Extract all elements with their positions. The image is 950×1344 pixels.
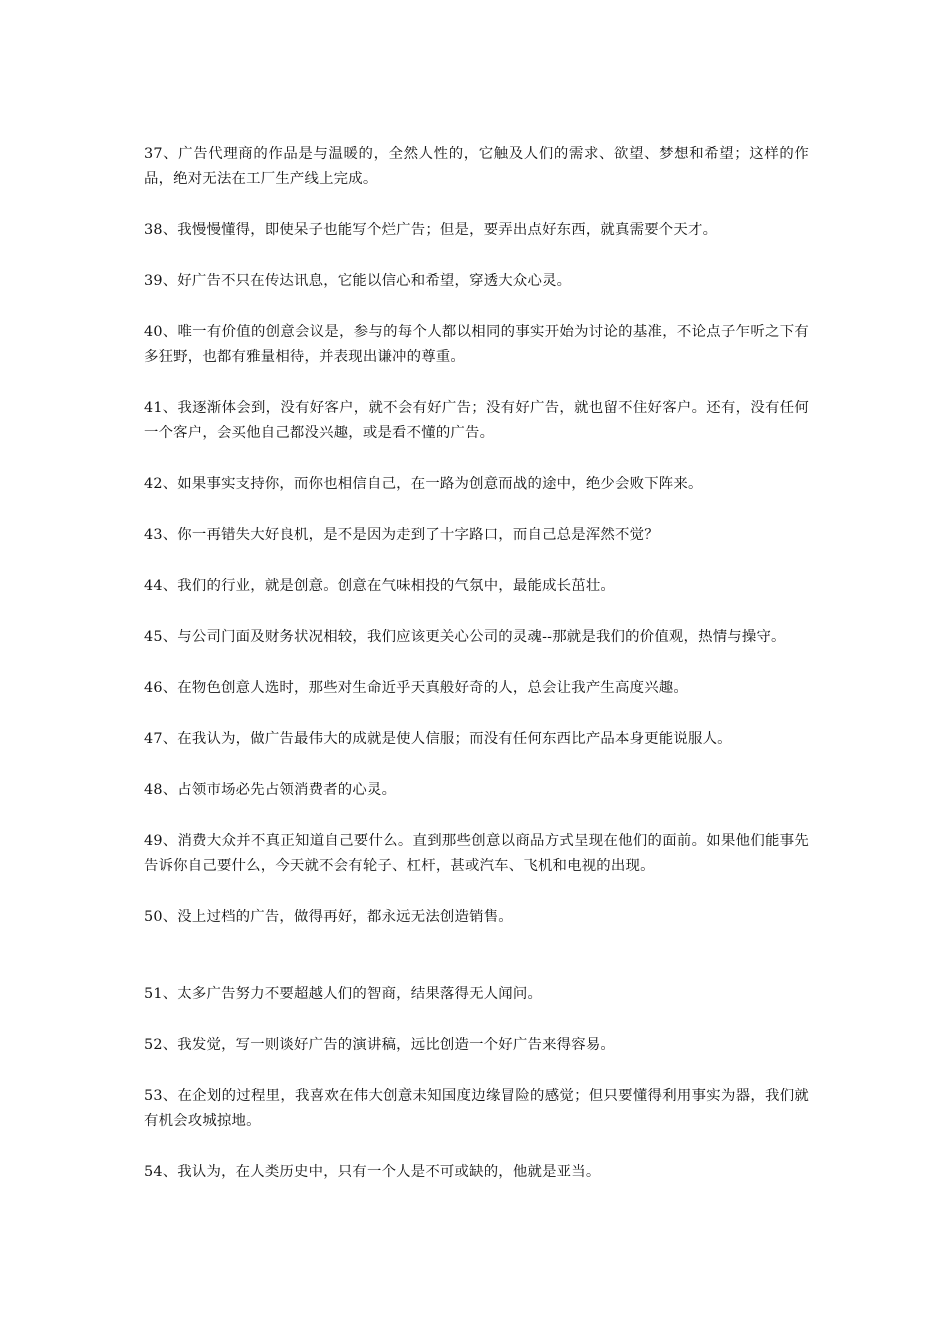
paragraph-50: 50、没上过档的广告，做得再好，都永远无法创造销售。: [144, 909, 513, 925]
paragraph-52: 52、我发觉，写一则谈好广告的演讲稿，远比创造一个好广告来得容易。: [144, 1037, 616, 1053]
paragraph-46: 46、在物色创意人选时，那些对生命近乎天真般好奇的人，总会让我产生高度兴趣。: [144, 680, 688, 696]
document-body: [144, 142, 809, 1211]
paragraph-48: 48、占领市场必先占领消费者的心灵。: [144, 782, 397, 798]
paragraph-49: 49、消费大众并不真正知道自己要什么。直到那些创意以商品方式呈现在他们的面前。如果他们能事先告诉你自己要什么，今天就不会有轮子、杠杆，甚或汽车、飞机和电视的出现。: [144, 833, 809, 874]
paragraph-51: 51、太多广告努力不要超越人们的智商，结果落得无人闻问。: [144, 986, 543, 1002]
paragraph-37: 37、广告代理商的作品是与温暖的，全然人性的，它触及人们的需求、欲望、梦想和希望；这样的作品，绝对无法在工厂生产线上完成。: [144, 146, 809, 187]
paragraph-44: 44、我们的行业，就是创意。创意在气味相投的气氛中，最能成长茁壮。: [144, 578, 616, 594]
paragraph-47: 47、在我认为，做广告最伟大的成就是使人信服；而没有任何东西比产品本身更能说服人。: [144, 731, 732, 747]
paragraph-53: 53、在企划的过程里，我喜欢在伟大创意未知国度边缘冒险的感觉；但只要懂得利用事实为器，我们就有机会攻城掠地。: [144, 1088, 809, 1129]
paragraph-42: 42、如果事实支持你，而你也相信自己，在一路为创意而战的途中，绝少会败下阵来。: [144, 476, 703, 492]
paragraph-41: 41、我逐渐体会到，没有好客户，就不会有好广告；没有好广告，就也留不住好客户。还有，没有任何一个客户，会买他自己都没兴趣，或是看不懂的广告。: [144, 400, 809, 441]
paragraph-45: 45、与公司门面及财务状况相较，我们应该更关心公司的灵魂--那就是我们的价值观，热情与操守。: [144, 629, 786, 645]
paragraph-39: 39、好广告不只在传达讯息，它能以信心和希望，穿透大众心灵。: [144, 273, 572, 289]
paragraph-54: 54、我认为，在人类历史中，只有一个人是不可或缺的，他就是亚当。: [144, 1164, 601, 1180]
paragraph-38: 38、我慢慢懂得，即使呆子也能写个烂广告；但是，要弄出点好东西，就真需要个天才。: [144, 222, 718, 238]
paragraph-40: 40、唯一有价值的创意会议是，参与的每个人都以相同的事实开始为讨论的基准，不论点子乍听之下有多狂野，也都有雅量相待，并表现出谦冲的尊重。: [144, 324, 809, 365]
paragraph-43: 43、你一再错失大好良机，是不是因为走到了十字路口，而自己总是浑然不觉？: [144, 527, 659, 543]
